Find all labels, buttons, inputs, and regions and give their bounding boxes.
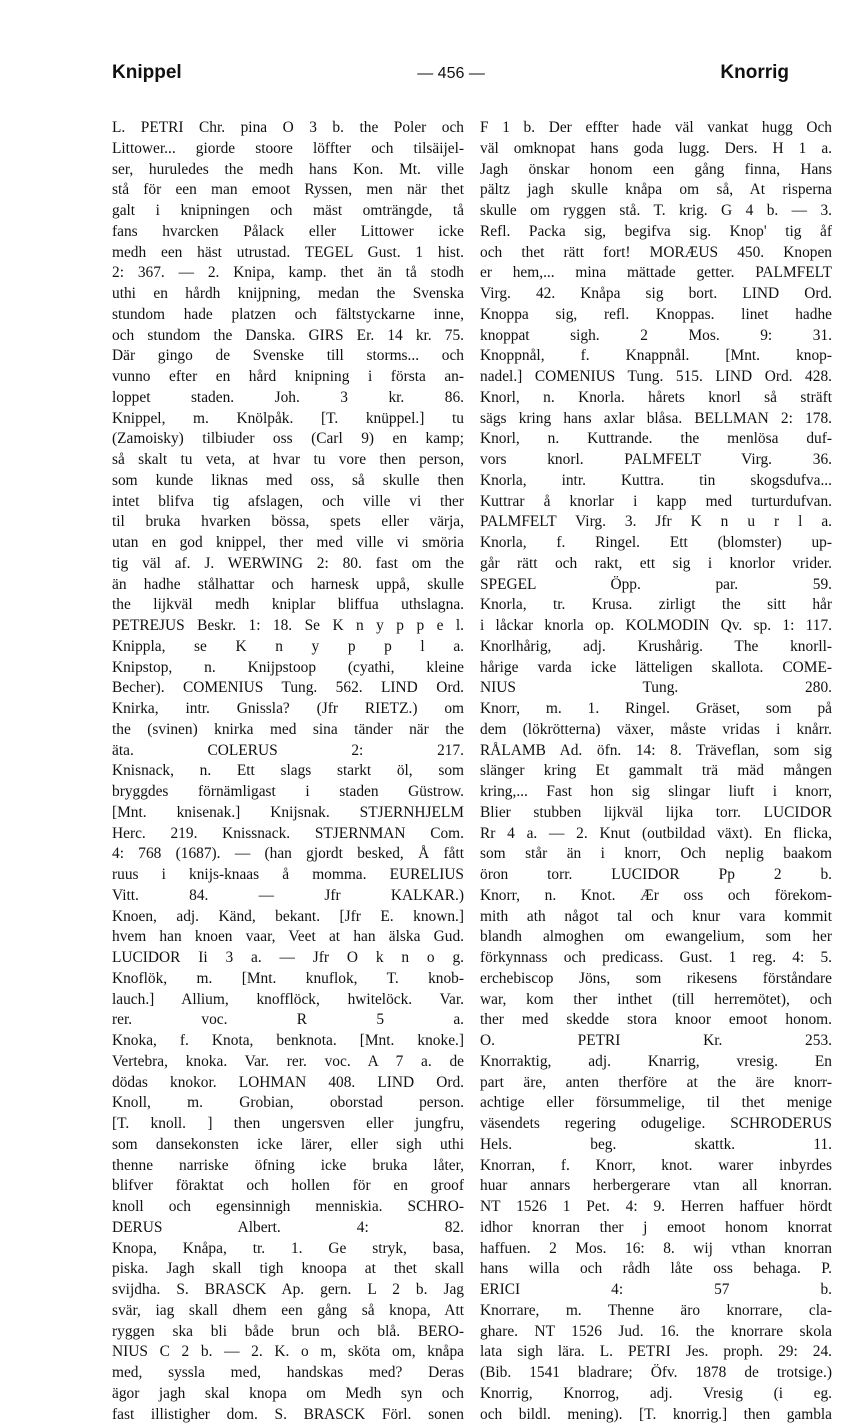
text-line: Knoll, m. Grobian, oborstad person. [112, 1093, 464, 1114]
text-line: väsendets regering odugelige. SCHRODERUS [480, 1114, 832, 1135]
text-line: ser, huruledes the medh hans Kon. Mt. ville [112, 160, 464, 181]
text-line: kring,... Fast hon sig slingar liuft i knorr, [480, 782, 832, 803]
text-line: utan en god knippel, ther med ville vi smöria [112, 533, 464, 554]
text-line: Knorrare, m. Thenne äro knorrare, cla- [480, 1301, 832, 1322]
text-line: Virg. 42. Knåpa sig bort. LIND Ord. [480, 284, 832, 305]
text-line: 2: 367. — 2. Knipa, kamp. thet än tå stodh [112, 263, 464, 284]
text-line: Herc. 219. Knissnack. STJERNMAN Com. [112, 824, 464, 845]
text-line: Knipstop, n. Knijpstoop (cyathi, kleine [112, 658, 464, 679]
text-line: lauch.] Allium, knofflöck, hwitelöck. Var. [112, 990, 464, 1011]
text-line: med, syssla med, handskas med? Deras [112, 1363, 464, 1384]
text-line: ruus i knijs-knaas å momma. EURELIUS [112, 865, 464, 886]
text-line: ägor jagh skal knopa om Medh syn och [112, 1384, 464, 1405]
text-line: Hels. beg. skattk. 11. [480, 1135, 832, 1156]
text-line: blifver föraktat och hollen för en groof [112, 1176, 464, 1197]
left-running-headword: Knippel [112, 62, 182, 84]
text-line: hans willa och rådh låte oss behaga. P. [480, 1259, 832, 1280]
text-line: nadel.] COMENIUS Tung. 515. LIND Ord. 428. [480, 367, 832, 388]
page-number: — 456 — [417, 65, 485, 83]
text-line: slänger kring Et gammalt trä mäd mången [480, 761, 832, 782]
text-line: idhor knorran ther j emoot honom knorrat [480, 1218, 832, 1239]
text-line: Där gingo de Svenske till storms... och [112, 346, 464, 367]
text-line: Knorr, m. 1. Ringel. Gräset, som på [480, 699, 832, 720]
text-line: vors knorl. PALMFELT Virg. 36. [480, 450, 832, 471]
text-line: ghare. NT 1526 Jud. 16. the knorrare skola [480, 1322, 832, 1343]
text-line: thenne narriske öfning icke bruka låter, [112, 1156, 464, 1177]
text-line: tig väl af. J. WERWING 2: 80. fast om the [112, 554, 464, 575]
text-line: Knorla, f. Ringel. Ett (blomster) up- [480, 533, 832, 554]
text-line: förkynnass och predicass. Gust. 1 reg. 4: 5. [480, 948, 832, 969]
text-line: Knorla, tr. Krusa. zirligt the sitt hår [480, 595, 832, 616]
text-line: O. PETRI Kr. 253. [480, 1031, 832, 1052]
text-line: til bruka hvarken bössa, spets eller värja, [112, 512, 464, 533]
text-line: Knorl, n. Kuttrande. the menlösa duf- [480, 429, 832, 450]
text-line: loppet staden. Joh. 3 kr. 86. [112, 388, 464, 409]
text-line: DERUS Albert. 4: 82. [112, 1218, 464, 1239]
text-line: så skalt tu veta, at hvar tu vore then person, [112, 450, 464, 471]
text-line: svijdha. S. BRASCK Ap. gern. L 2 b. Jag [112, 1280, 464, 1301]
left-column [112, 118, 464, 1425]
text-line: skulle om ryggen stå. T. krig. G 4 b. — 3. [480, 201, 832, 222]
text-line: fast illistigher dom. S. BRASCK Förl. sonen [112, 1405, 464, 1425]
text-line: dödas knokor. LOHMAN 408. LIND Ord. [112, 1073, 464, 1094]
text-line: Knorlhårig, adj. Krushårig. The knorll- [480, 637, 832, 658]
text-line: sägs kring hans axlar blåsa. BELLMAN 2: 178. [480, 409, 832, 430]
text-line: dem (lökrötterna) växer, måste vridas i knårr. [480, 720, 832, 741]
text-line: Knisnack, n. Ett slags starkt öl, som [112, 761, 464, 782]
text-line: än hadhe stålhattar och harnesk uppå, skulle [112, 575, 464, 596]
text-line: F 1 b. Der effter hade väl vankat hugg Och [480, 118, 832, 139]
text-line: achtige eller försummelige, til thet menige [480, 1093, 832, 1114]
text-line: fans hvarcken Pålack eller Littower icke [112, 222, 464, 243]
text-line: erchebiscop Jöns, som rikesens förståndare [480, 969, 832, 990]
text-line: och thet rätt fort! MORÆUS 450. Knopen [480, 243, 832, 264]
text-line: äta. COLERUS 2: 217. [112, 741, 464, 762]
text-line: Knopa, Knåpa, tr. 1. Ge stryk, basa, [112, 1239, 464, 1260]
text-line: blandh almoghen om ewangelium, som her [480, 927, 832, 948]
text-line: LUCIDOR Ii 3 a. — Jfr O k n o g. [112, 948, 464, 969]
text-line: haffuen. 2 Mos. 16: 8. wij vthan knorran [480, 1239, 832, 1260]
text-line: stå för een man emoot Ryssen, men när thet [112, 180, 464, 201]
text-line: hårige varda icke lätteligen skallota. COME- [480, 658, 832, 679]
text-line: Knirka, intr. Gnissla? (Jfr RIETZ.) om [112, 699, 464, 720]
text-line: part äre, anten therföre at the äre knorr- [480, 1073, 832, 1094]
text-line: och bildl. mening). [T. knorrig.] then gambla [480, 1405, 832, 1425]
page-header [112, 62, 789, 92]
text-line: ryggen ska bli både brun och blå. BERO- [112, 1322, 464, 1343]
text-line: stundom hade platzen och fältstyckarne inne, [112, 305, 464, 326]
right-column [480, 118, 832, 1425]
right-running-headword: Knorrig [720, 62, 789, 84]
text-line: Refl. Packa sig, begifva sig. Knop' tig åf [480, 222, 832, 243]
text-line: medh een häst utrustad. TEGEL Gust. 1 hist. [112, 243, 464, 264]
text-line: NIUS C 2 b. — 2. K. o m, sköta om, knåpa [112, 1342, 464, 1363]
text-line: the lijkväl medh kniplar bliffua uthslagna. [112, 595, 464, 616]
text-line: pältz jagh skulle knåpa om så, At risperna [480, 180, 832, 201]
text-line: uthi en hårdh knijpning, medan the Svenska [112, 284, 464, 305]
text-line: bryggdes förnämligast i staden Güstrow. [112, 782, 464, 803]
text-line: (Zamoisky) tilbiuder oss (Carl 9) en kamp; [112, 429, 464, 450]
text-line: (Bib. 1541 bladrare; Öfv. 1878 de trotsige.) [480, 1363, 832, 1384]
text-line: Knippel, m. Knölpåk. [T. knüppel.] tu [112, 409, 464, 430]
text-line: och stundom the Danska. GIRS Er. 14 kr. 75. [112, 326, 464, 347]
text-line: PETREJUS Beskr. 1: 18. Se K n y p p e l. [112, 616, 464, 637]
text-line: svär, iag skall dhem een gång så knopa, Att [112, 1301, 464, 1322]
text-line: vunno efter en hård knipning i första an- [112, 367, 464, 388]
text-line: mith ath något tal och knur vara kommit [480, 907, 832, 928]
text-line: rer. voc. R 5 a. [112, 1010, 464, 1031]
text-line: Knorl, n. Knorla. hårets knorl så sträft [480, 388, 832, 409]
text-line: Rr 4 a. — 2. Knut (outbildad växt). En flicka, [480, 824, 832, 845]
text-line: Kuttrar å knorlar i kapp med turturdufvan. [480, 492, 832, 513]
text-line: 4: 768 (1687). — (han gjordt besked, Å fått [112, 844, 464, 865]
text-line: war, kom ther inthet (till herremötet), och [480, 990, 832, 1011]
text-line: knoll och egensinnigh menniskia. SCHRO- [112, 1197, 464, 1218]
text-line: Knorraktig, adj. Knarrig, vresig. En [480, 1052, 832, 1073]
text-line: SPEGEL Öpp. par. 59. [480, 575, 832, 596]
text-line: [T. knoll. ] then ungersven eller jungfru, [112, 1114, 464, 1135]
text-line: som dansekonsten icke lärer, eller sigh uthi [112, 1135, 464, 1156]
text-line: Becher). COMENIUS Tung. 562. LIND Ord. [112, 678, 464, 699]
text-line: er hem,... mina mättade getter. PALMFELT [480, 263, 832, 284]
text-line: öron torr. LUCIDOR Pp 2 b. [480, 865, 832, 886]
text-line: Jagh önskar honom een gång finna, Hans [480, 160, 832, 181]
text-line: i låckar knorla op. KOLMODIN Qv. sp. 1: 117. [480, 616, 832, 637]
text-line: hvem han knoen vaar, Veet at han älska Gud. [112, 927, 464, 948]
text-line: huar annars herbergerare vtan all knorran. [480, 1176, 832, 1197]
text-line: knoppat sigh. 2 Mos. 9: 31. [480, 326, 832, 347]
text-line: ther med skedde stora knoor emoot honom. [480, 1010, 832, 1031]
text-line: intet blifva tig afslagen, och ville vi ther [112, 492, 464, 513]
text-line: Knorla, intr. Kuttra. tin skogsdufva... [480, 471, 832, 492]
text-line: L. PETRI Chr. pina O 3 b. the Poler och [112, 118, 464, 139]
text-line: Knoen, adj. Känd, bekant. [Jfr E. known.] [112, 907, 464, 928]
text-line: Knoppnål, f. Knappnål. [Mnt. knop- [480, 346, 832, 367]
text-line: lata sigh lära. L. PETRI Jes. proph. 29: 24. [480, 1342, 832, 1363]
text-line: piska. Jagh skall tigh knoopa at thet skall [112, 1259, 464, 1280]
text-line: Knippla, se K n y p p l a. [112, 637, 464, 658]
text-line: som kunde liknas med oss, så skulle then [112, 471, 464, 492]
text-line: Vertebra, knoka. Var. rer. voc. A 7 a. de [112, 1052, 464, 1073]
text-line: Littower... giorde stoore löffter och tilsäijel- [112, 139, 464, 160]
text-line: galt i knipningen och mäst omträngde, tå [112, 201, 464, 222]
text-line: som står än i knorr, Och neplig baakom [480, 844, 832, 865]
text-line: PALMFELT Virg. 3. Jfr K n u r l a. [480, 512, 832, 533]
text-line: Knorr, n. Knot. Ær oss och förekom- [480, 886, 832, 907]
text-line: RÅLAMB Ad. öfn. 14: 8. Träveflan, som sig [480, 741, 832, 762]
text-line: Knorran, f. Knorr, knot. warer inbyrdes [480, 1156, 832, 1177]
text-line: the (svinen) knirka med sina tänder när the [112, 720, 464, 741]
text-line: NT 1526 1 Pet. 4: 9. Herren haffuer hördt [480, 1197, 832, 1218]
text-line: väl omknopat hans goda lugg. Ders. H 1 a. [480, 139, 832, 160]
text-line: Knorrig, Knorrog, adj. Vresig (i eg. [480, 1384, 832, 1405]
text-line: Knoppa sig, refl. Knoppas. linet hadhe [480, 305, 832, 326]
text-line: Knoka, f. Knota, benknota. [Mnt. knoke.] [112, 1031, 464, 1052]
text-line: Blier stubben lijkväl lijka torr. LUCIDOR [480, 803, 832, 824]
text-line: NIUS Tung. 280. [480, 678, 832, 699]
text-line: Vitt. 84. — Jfr KALKAR.) [112, 886, 464, 907]
text-line: [Mnt. knisenak.] Knijsnak. STJERNHJELM [112, 803, 464, 824]
text-line: ERICI 4: 57 b. [480, 1280, 832, 1301]
text-line: Knoflök, m. [Mnt. knuflok, T. knob- [112, 969, 464, 990]
text-line: går rätt och rakt, ett sig i knorlor vrider. [480, 554, 832, 575]
